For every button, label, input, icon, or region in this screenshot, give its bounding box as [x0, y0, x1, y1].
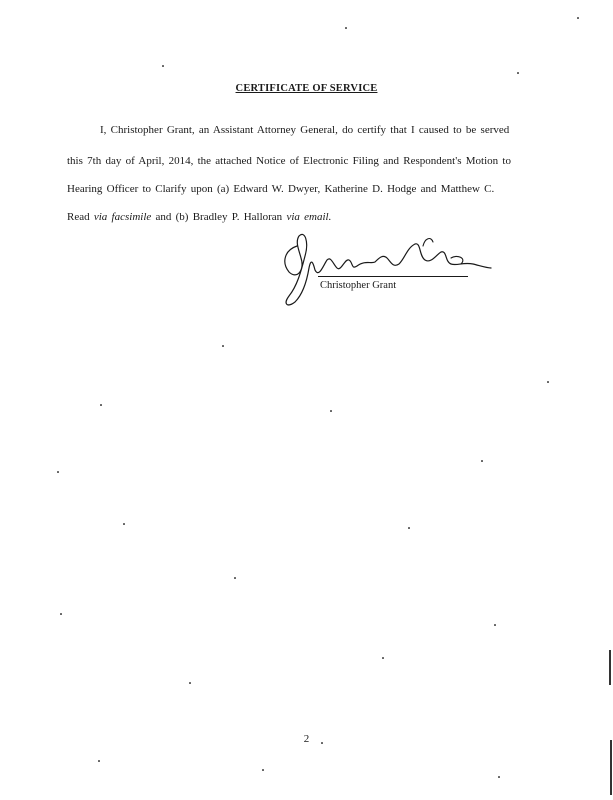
handwritten-signature: [275, 228, 495, 313]
scan-speck: [234, 577, 236, 579]
scan-speck: [222, 345, 224, 347]
body-line-1: I, Christopher Grant, an Assistant Attorney General, do certify that I caused to be served: [100, 124, 510, 136]
scan-speck: [408, 527, 410, 529]
body-line-4: [67, 211, 331, 223]
delivery-method-facsimile: via facsimile: [93, 211, 152, 223]
scan-speck: [321, 742, 323, 744]
scan-speck: [123, 523, 125, 525]
scan-speck: [517, 72, 519, 74]
page-number: 2: [303, 733, 310, 745]
scan-speck: [382, 657, 384, 659]
scan-speck: [345, 27, 347, 29]
scan-speck: [498, 776, 500, 778]
scan-edge-mark: [609, 650, 611, 685]
body-text: and (b) Bradley P. Halloran: [151, 211, 287, 223]
signatory-name: Christopher Grant: [320, 280, 397, 291]
signature-line: [318, 276, 468, 277]
body-text: Read: [67, 211, 94, 223]
document-title: CERTIFICATE OF SERVICE: [235, 83, 378, 94]
scan-edge-mark: [610, 740, 612, 795]
body-line-3: Hearing Officer to Clarify upon (a) Edward W. Dwyer, Katherine D. Hodge and Matthew C.: [67, 183, 495, 195]
delivery-method-email: via email.: [286, 211, 332, 223]
scan-speck: [262, 769, 264, 771]
scan-speck: [100, 404, 102, 406]
scan-speck: [494, 624, 496, 626]
scan-speck: [481, 460, 483, 462]
scan-speck: [98, 760, 100, 762]
body-line-2: this 7th day of April, 2014, the attached Notice of Electronic Filing and Respondent's Motion to: [67, 155, 511, 167]
scan-speck: [60, 613, 62, 615]
scan-speck: [330, 410, 332, 412]
scan-speck: [577, 17, 579, 19]
scan-speck: [189, 682, 191, 684]
scan-speck: [547, 381, 549, 383]
scan-speck: [57, 471, 59, 473]
scan-speck: [162, 65, 164, 67]
